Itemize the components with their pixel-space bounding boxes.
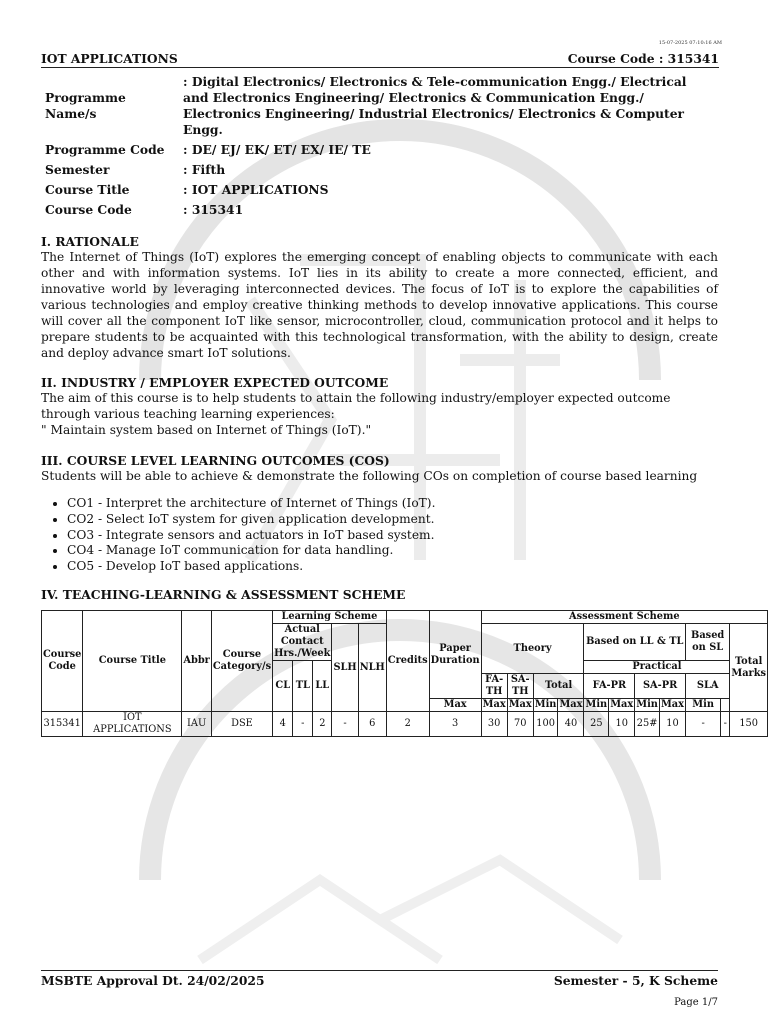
- industry-outcome-text: The aim of this course is to help students to attain the following industry/employer expected outcome through various teaching learning experiences:: [41, 391, 671, 421]
- list-item: • CO1 - Interpret the architecture of Internet of Things (IoT).: [67, 496, 435, 512]
- th-course-title: Course Title: [83, 611, 182, 712]
- table-cell: 4: [273, 712, 293, 737]
- scheme-heading: IV. TEACHING-LEARNING & ASSESSMENT SCHEME: [41, 587, 406, 602]
- th-total-marks: Total Marks: [730, 624, 768, 712]
- th-practical: Practical: [584, 661, 730, 674]
- programme-row: [41, 180, 707, 200]
- th-learning-scheme: Learning Scheme: [273, 611, 387, 624]
- table-cell: 3: [429, 712, 481, 737]
- th-nlh: NLH: [358, 624, 386, 712]
- th-max-min: Min: [585, 699, 608, 710]
- programme-info-table: [41, 72, 707, 220]
- programme-row: [41, 200, 707, 220]
- cos-heading: III. COURSE LEVEL LEARNING OUTCOMES (COS): [41, 453, 390, 468]
- th-max-min: Max: [508, 699, 532, 710]
- rationale-heading: I. RATIONALE: [41, 234, 139, 249]
- table-header-row: [42, 611, 768, 624]
- table-cell: IOT APPLICATIONS: [83, 712, 182, 737]
- list-item: • CO4 - Manage IoT communication for data handling.: [67, 543, 435, 559]
- header-course-code: Course Code : 315341: [567, 51, 719, 66]
- page-footer: [41, 970, 718, 988]
- th-sa-pr: SA-PR: [635, 674, 686, 699]
- table-cell: 2: [313, 712, 332, 737]
- programme-value: : Fifth: [183, 162, 226, 177]
- programme-row: [41, 72, 707, 140]
- table-row: [42, 712, 768, 737]
- th-abbr: Abbr: [182, 611, 211, 712]
- th-based-ll-tl: Based on LL & TL: [584, 624, 686, 661]
- cos-list: [41, 496, 435, 575]
- th-max-min: Max: [660, 699, 684, 710]
- table-cell: -: [332, 712, 358, 737]
- th-max-min: Min: [534, 699, 557, 710]
- table-cell: 150: [730, 712, 768, 737]
- table-cell: 6: [358, 712, 386, 737]
- th-max-min: Min: [636, 699, 658, 710]
- page-number: Page 1/7: [674, 997, 718, 1008]
- th-ll: LL: [313, 661, 332, 712]
- th-category: Course Category/s: [211, 611, 272, 712]
- table-cell: -: [721, 712, 730, 737]
- header-course-name: IOT APPLICATIONS: [41, 51, 178, 66]
- print-timestamp: 15-07-2025 07:10:16 AM: [658, 40, 722, 46]
- th-fa-th: FA-TH: [481, 674, 507, 699]
- th-theory: Theory: [481, 624, 584, 674]
- footer-approval: MSBTE Approval Dt. 24/02/2025: [41, 973, 265, 988]
- table-cell: DSE: [211, 712, 272, 737]
- th-total: Total: [533, 674, 584, 699]
- th-max-min: Max: [610, 699, 634, 710]
- table-cell: -: [293, 712, 313, 737]
- th-assessment-scheme: Assessment Scheme: [481, 611, 767, 624]
- list-item: • CO2 - Select IoT system for given application development.: [67, 512, 435, 528]
- list-item: • CO3 - Integrate sensors and actuators in IoT based system.: [67, 528, 435, 544]
- programme-key: Programme Name/s: [45, 90, 126, 121]
- programme-key: Programme Code: [45, 142, 165, 157]
- table-cell: 25: [584, 712, 609, 737]
- th-contact-hours: Actual Contact Hrs./Week: [274, 624, 331, 659]
- programme-key: Course Title: [45, 182, 130, 197]
- th-course-code: Course Code: [42, 611, 83, 712]
- table-cell: 315341: [42, 712, 83, 737]
- table-cell: -: [685, 712, 720, 737]
- table-cell: 40: [558, 712, 584, 737]
- table-cell: 10: [659, 712, 685, 737]
- th-max-min: Min: [685, 699, 720, 712]
- th-credits: Credits: [386, 611, 429, 712]
- footer-semester: Semester - 5, K Scheme: [553, 973, 718, 988]
- th-cl: CL: [273, 661, 293, 712]
- teaching-assessment-table: [41, 610, 768, 737]
- programme-row: [41, 160, 707, 180]
- table-cell: 25#: [635, 712, 660, 737]
- industry-outcome-quote: " Maintain system based on Internet of Things (IoT).": [41, 423, 372, 437]
- programme-key: Semester: [45, 162, 110, 177]
- programme-value: : DE/ EJ/ EK/ ET/ EX/ IE/ TE: [183, 142, 371, 157]
- programme-value: : 315341: [183, 202, 244, 217]
- th-max-min: Max: [559, 699, 583, 710]
- th-max-min: Max: [429, 699, 481, 712]
- table-cell: 100: [533, 712, 558, 737]
- th-sla: SLA: [685, 674, 729, 699]
- th-tl: TL: [293, 661, 313, 712]
- cos-intro: Students will be able to achieve & demonstrate the following COs on completion of course based learning: [41, 469, 698, 483]
- table-cell: 70: [507, 712, 533, 737]
- programme-value: : IOT APPLICATIONS: [183, 182, 329, 197]
- th-fa-pr: FA-PR: [584, 674, 635, 699]
- th-slh: SLH: [332, 624, 358, 712]
- rationale-text: The Internet of Things (IoT) explores the emerging concept of enabling objects to communicate with each other and with information systems. IoT lies in its ability to create a more connected, efficient, and innovative world by leveraging interconnected devices. The focus of IoT is to explore the capabilities of various technologies and employ creative thinking methods to develop innovative applications. This course will cover all the component IoT like sensor, microcontroller, cloud, communication protocol and it helps to prepare students to be acquainted with this technological transformation, with the ability to design, create and deploy advance smart IoT solutions.: [41, 250, 718, 360]
- page-header: [41, 51, 719, 68]
- table-cell: 10: [609, 712, 635, 737]
- list-item: • CO5 - Develop IoT based applications.: [67, 559, 435, 575]
- th-based-sl: Based on SL: [685, 624, 729, 661]
- programme-key: Course Code: [45, 202, 132, 217]
- th-paper-duration: Paper Duration: [429, 611, 481, 699]
- th-sa-th: SA-TH: [507, 674, 533, 699]
- industry-outcome-heading: II. INDUSTRY / EMPLOYER EXPECTED OUTCOME: [41, 375, 389, 390]
- th-max-min: Max: [482, 699, 506, 710]
- programme-value: : Digital Electronics/ Electronics & Tele-communication Engg./ Electrical and Electronics Engineering/ Electronics & Communication Engg./ Electronics Engineering/ Industrial Electronics/ Electronics & Computer Engg.: [183, 74, 687, 137]
- table-cell: 30: [481, 712, 507, 737]
- table-cell: 2: [386, 712, 429, 737]
- programme-row: [41, 140, 707, 160]
- table-cell: IAU: [182, 712, 211, 737]
